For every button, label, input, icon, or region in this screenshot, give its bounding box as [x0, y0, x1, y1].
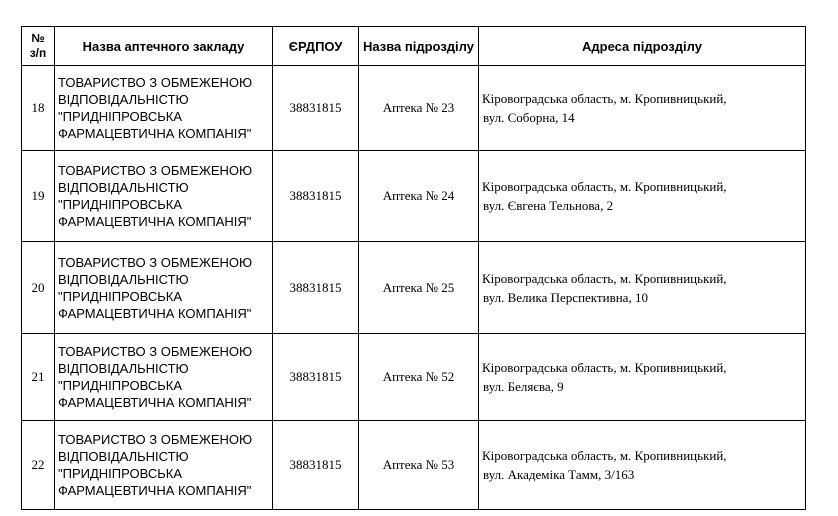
- unit-name: Аптека № 24: [359, 151, 479, 242]
- address-line: вул. Академіка Тамм, 3/163: [483, 467, 635, 482]
- address-line: Кіровоградська область, м. Кропивницький,: [482, 91, 727, 106]
- pharmacy-name-line: "ПРИДНІПРОВСЬКА: [58, 378, 183, 393]
- pharmacy-name-line: ТОВАРИСТВО З ОБМЕЖЕНОЮ: [58, 163, 253, 178]
- edrpou-code: 38831815: [273, 334, 359, 421]
- pharmacy-name-line: "ПРИДНІПРОВСЬКА: [58, 288, 183, 304]
- pharmacy-name-line: ФАРМАЦЕВТИЧНА КОМПАНІЯ": [58, 126, 252, 141]
- pharmacy-table-container: [21, 26, 806, 510]
- unit-address: [479, 421, 806, 510]
- header-edrpou-code: ЄРДПОУ: [273, 27, 359, 66]
- pharmacy-name-line: ФАРМАЦЕВТИЧНА КОМПАНІЯ": [58, 483, 252, 498]
- address-line: Кіровоградська область, м. Кропивницький,: [482, 360, 727, 375]
- pharmacy-name-line: ТОВАРИСТВО З ОБМЕЖЕНОЮ: [58, 75, 253, 90]
- address-line: вул. Соборна, 14: [483, 110, 575, 125]
- unit-address: [479, 334, 806, 421]
- header-unit-name: Назва підрозділу: [359, 27, 479, 66]
- row-number: 18: [22, 66, 55, 151]
- pharmacy-name-line: "ПРИДНІПРОВСЬКА: [58, 466, 183, 481]
- unit-address: [479, 66, 806, 151]
- table-row: [22, 151, 806, 242]
- pharmacy-name-line: ТОВАРИСТВО З ОБМЕЖЕНОЮ: [58, 254, 253, 270]
- header-number-sign: №: [31, 31, 45, 45]
- pharmacy-name-line: ТОВАРИСТВО З ОБМЕЖЕНОЮ: [58, 432, 253, 447]
- pharmacy-name: [55, 334, 273, 421]
- table-row: [22, 334, 806, 421]
- pharmacy-name-line: ВІДПОВІДАЛЬНІСТЮ: [58, 180, 189, 195]
- address-line: вул. Євгена Тельнова, 2: [483, 198, 614, 213]
- pharmacy-name-line: ФАРМАЦЕВТИЧНА КОМПАНІЯ": [58, 395, 252, 410]
- table-row: [22, 66, 806, 151]
- pharmacy-name-line: ФАРМАЦЕВТИЧНА КОМПАНІЯ": [58, 305, 252, 321]
- unit-name: Аптека № 52: [359, 334, 479, 421]
- row-number: 21: [22, 334, 55, 421]
- pharmacy-name: [55, 242, 273, 334]
- edrpou-code: 38831815: [273, 151, 359, 242]
- pharmacy-name-line: ТОВАРИСТВО З ОБМЕЖЕНОЮ: [58, 344, 253, 359]
- pharmacy-name-line: ФАРМАЦЕВТИЧНА КОМПАНІЯ": [58, 214, 252, 229]
- table-row: [22, 421, 806, 510]
- address-line: Кіровоградська область, м. Кропивницький,: [482, 179, 727, 194]
- unit-name: Аптека № 25: [359, 242, 479, 334]
- pharmacy-name-line: "ПРИДНІПРОВСЬКА: [58, 197, 183, 212]
- header-unit-address: Адреса підрозділу: [479, 27, 806, 66]
- unit-name: Аптека № 53: [359, 421, 479, 510]
- edrpou-code: 38831815: [273, 66, 359, 151]
- table-row: [22, 242, 806, 334]
- address-line: Кіровоградська область, м. Кропивницький,: [482, 448, 727, 463]
- pharmacy-name: [55, 421, 273, 510]
- unit-address: [479, 151, 806, 242]
- row-number: 22: [22, 421, 55, 510]
- row-number: 19: [22, 151, 55, 242]
- address-line: вул. Беляєва, 9: [483, 379, 564, 394]
- pharmacy-name-line: ВІДПОВІДАЛЬНІСТЮ: [58, 271, 189, 287]
- header-number: [22, 27, 55, 66]
- pharmacy-name-line: ВІДПОВІДАЛЬНІСТЮ: [58, 361, 189, 376]
- header-pharmacy-name: Назва аптечного закладу: [55, 27, 273, 66]
- pharmacy-table: [21, 26, 806, 510]
- unit-name: Аптека № 23: [359, 66, 479, 151]
- address-line: вул. Велика Перспективна, 10: [483, 289, 648, 305]
- address-line: Кіровоградська область, м. Кропивницький,: [482, 270, 727, 286]
- pharmacy-name-line: "ПРИДНІПРОВСЬКА: [58, 109, 183, 124]
- row-number: 20: [22, 242, 55, 334]
- edrpou-code: 38831815: [273, 421, 359, 510]
- pharmacy-name-line: ВІДПОВІДАЛЬНІСТЮ: [58, 92, 189, 107]
- pharmacy-name: [55, 151, 273, 242]
- table-header-row: [22, 27, 806, 66]
- header-number-abbr: з/п: [29, 46, 47, 60]
- pharmacy-name-line: ВІДПОВІДАЛЬНІСТЮ: [58, 449, 189, 464]
- edrpou-code: 38831815: [273, 242, 359, 334]
- pharmacy-name: [55, 66, 273, 151]
- unit-address: [479, 242, 806, 334]
